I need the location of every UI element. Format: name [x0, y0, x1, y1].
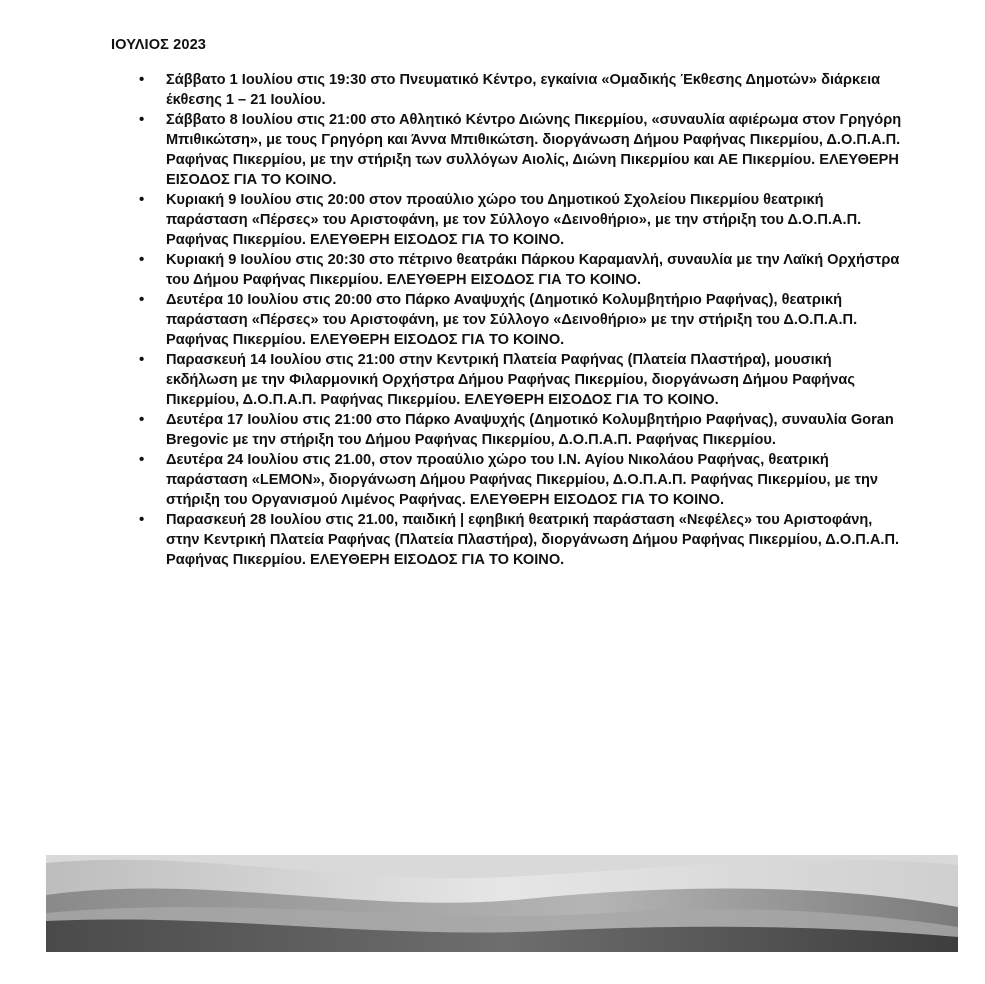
list-item: • Παρασκευή 28 Ιουλίου στις 21.00, παιδική | εφηβική θεατρική παράσταση «Νεφέλες» του Αριστοφάνη, στην Κεντρική Πλατεία Ραφήνας (Πλατεία Πλαστήρα), διοργάνωση Δήμου Ραφήνας Πικερμίου, Δ.Ο.Π.Α.Π. Ραφήνας Πικερμίου. ΕΛΕΥΘΕΡΗ ΕΙΣΟΔΟΣ ΓΙΑ ΤΟ ΚΟΙΝΟ. [166, 510, 906, 570]
list-item: • Κυριακή 9 Ιουλίου στις 20:30 στο πέτρινο θεατράκι Πάρκου Καραμανλή, συναυλία με την Λαϊκή Ορχήστρα του Δήμου Ραφήνας Πικερμίου. ΕΛΕΥΘΕΡΗ ΕΙΣΟΔΟΣ ΓΙΑ ΤΟ ΚΟΙΝΟ. [166, 250, 906, 290]
list-item: • Δευτέρα 10 Ιουλίου στις 20:00 στο Πάρκο Αναψυχής (Δημοτικό Κολυμβητήριο Ραφήνας), θεατρική παράσταση «Πέρσες» του Αριστοφάνη, με τον Σύλλογο «Δεινοθήριο» με την στήριξη του Δ.Ο.Π.Α.Π. Ραφήνας Πικερμίου. ΕΛΕΥΘΕΡΗ ΕΙΣΟΔΟΣ ΓΙΑ ΤΟ ΚΟΙΝΟ. [166, 290, 906, 350]
list-item: • Σάββατο 1 Ιουλίου στις 19:30 στο Πνευματικό Κέντρο, εγκαίνια «Ομαδικής Έκθεσης Δημοτών» διάρκεια έκθεσης 1 – 21 Ιουλίου. [166, 70, 906, 110]
decorative-wave-banner [46, 855, 958, 952]
list-item: • Παρασκευή 14 Ιουλίου στις 21:00 στην Κεντρική Πλατεία Ραφήνας (Πλατεία Πλαστήρα), μουσική εκδήλωση με την Φιλαρμονική Ορχήστρα Δήμου Ραφήνας Πικερμίου, διοργάνωση Δήμου Ραφήνας Πικερμίου, Δ.Ο.Π.Α.Π. Ραφήνας Πικερμίου. ΕΛΕΥΘΕΡΗ ΕΙΣΟΔΟΣ ΓΙΑ ΤΟ ΚΟΙΝΟ. [166, 350, 906, 410]
list-item: • Δευτέρα 17 Ιουλίου στις 21:00 στο Πάρκο Αναψυχής (Δημοτικό Κολυμβητήριο Ραφήνας), συναυλία Goran Bregovic με την στήριξη του Δήμου Ραφήνας Πικερμίου, Δ.Ο.Π.Α.Π. Ραφήνας Πικερμίου. [166, 410, 906, 450]
event-list [166, 70, 906, 570]
page-title: ΙΟΥΛΙΟΣ 2023 [111, 37, 207, 53]
list-item: • Κυριακή 9 Ιουλίου στις 20:00 στον προαύλιο χώρο του Δημοτικού Σχολείου Πικερμίου θεατρική παράσταση «Πέρσες» του Αριστοφάνη, με τον Σύλλογο «Δεινοθήριο», με την στήριξη του Δ.Ο.Π.Α.Π. Ραφήνας Πικερμίου. ΕΛΕΥΘΕΡΗ ΕΙΣΟΔΟΣ ΓΙΑ ΤΟ ΚΟΙΝΟ. [166, 190, 906, 250]
list-item: • Σάββατο 8 Ιουλίου στις 21:00 στο Αθλητικό Κέντρο Διώνης Πικερμίου, «συναυλία αφιέρωμα στον Γρηγόρη Μπιθικώτση», με τους Γρηγόρη και Άννα Μπιθικώτση. διοργάνωση Δήμου Ραφήνας Πικερμίου, Δ.Ο.Π.Α.Π. Ραφήνας Πικερμίου, με την στήριξη των συλλόγων Αιολίς, Διώνη Πικερμίου και ΑΕ Πικερμίου. ΕΛΕΥΘΕΡΗ ΕΙΣΟΔΟΣ ΓΙΑ ΤΟ ΚΟΙΝΟ. [166, 110, 906, 190]
list-item: • Δευτέρα 24 Ιουλίου στις 21.00, στον προαύλιο χώρο του Ι.Ν. Αγίου Νικολάου Ραφήνας, θεατρική παράσταση «LEMON», διοργάνωση Δήμου Ραφήνας Πικερμίου, Δ.Ο.Π.Α.Π. Ραφήνας Πικερμίου, με την στήριξη του Οργανισμού Λιμένος Ραφήνας. ΕΛΕΥΘΕΡΗ ΕΙΣΟΔΟΣ ΓΙΑ ΤΟ ΚΟΙΝΟ. [166, 450, 906, 510]
